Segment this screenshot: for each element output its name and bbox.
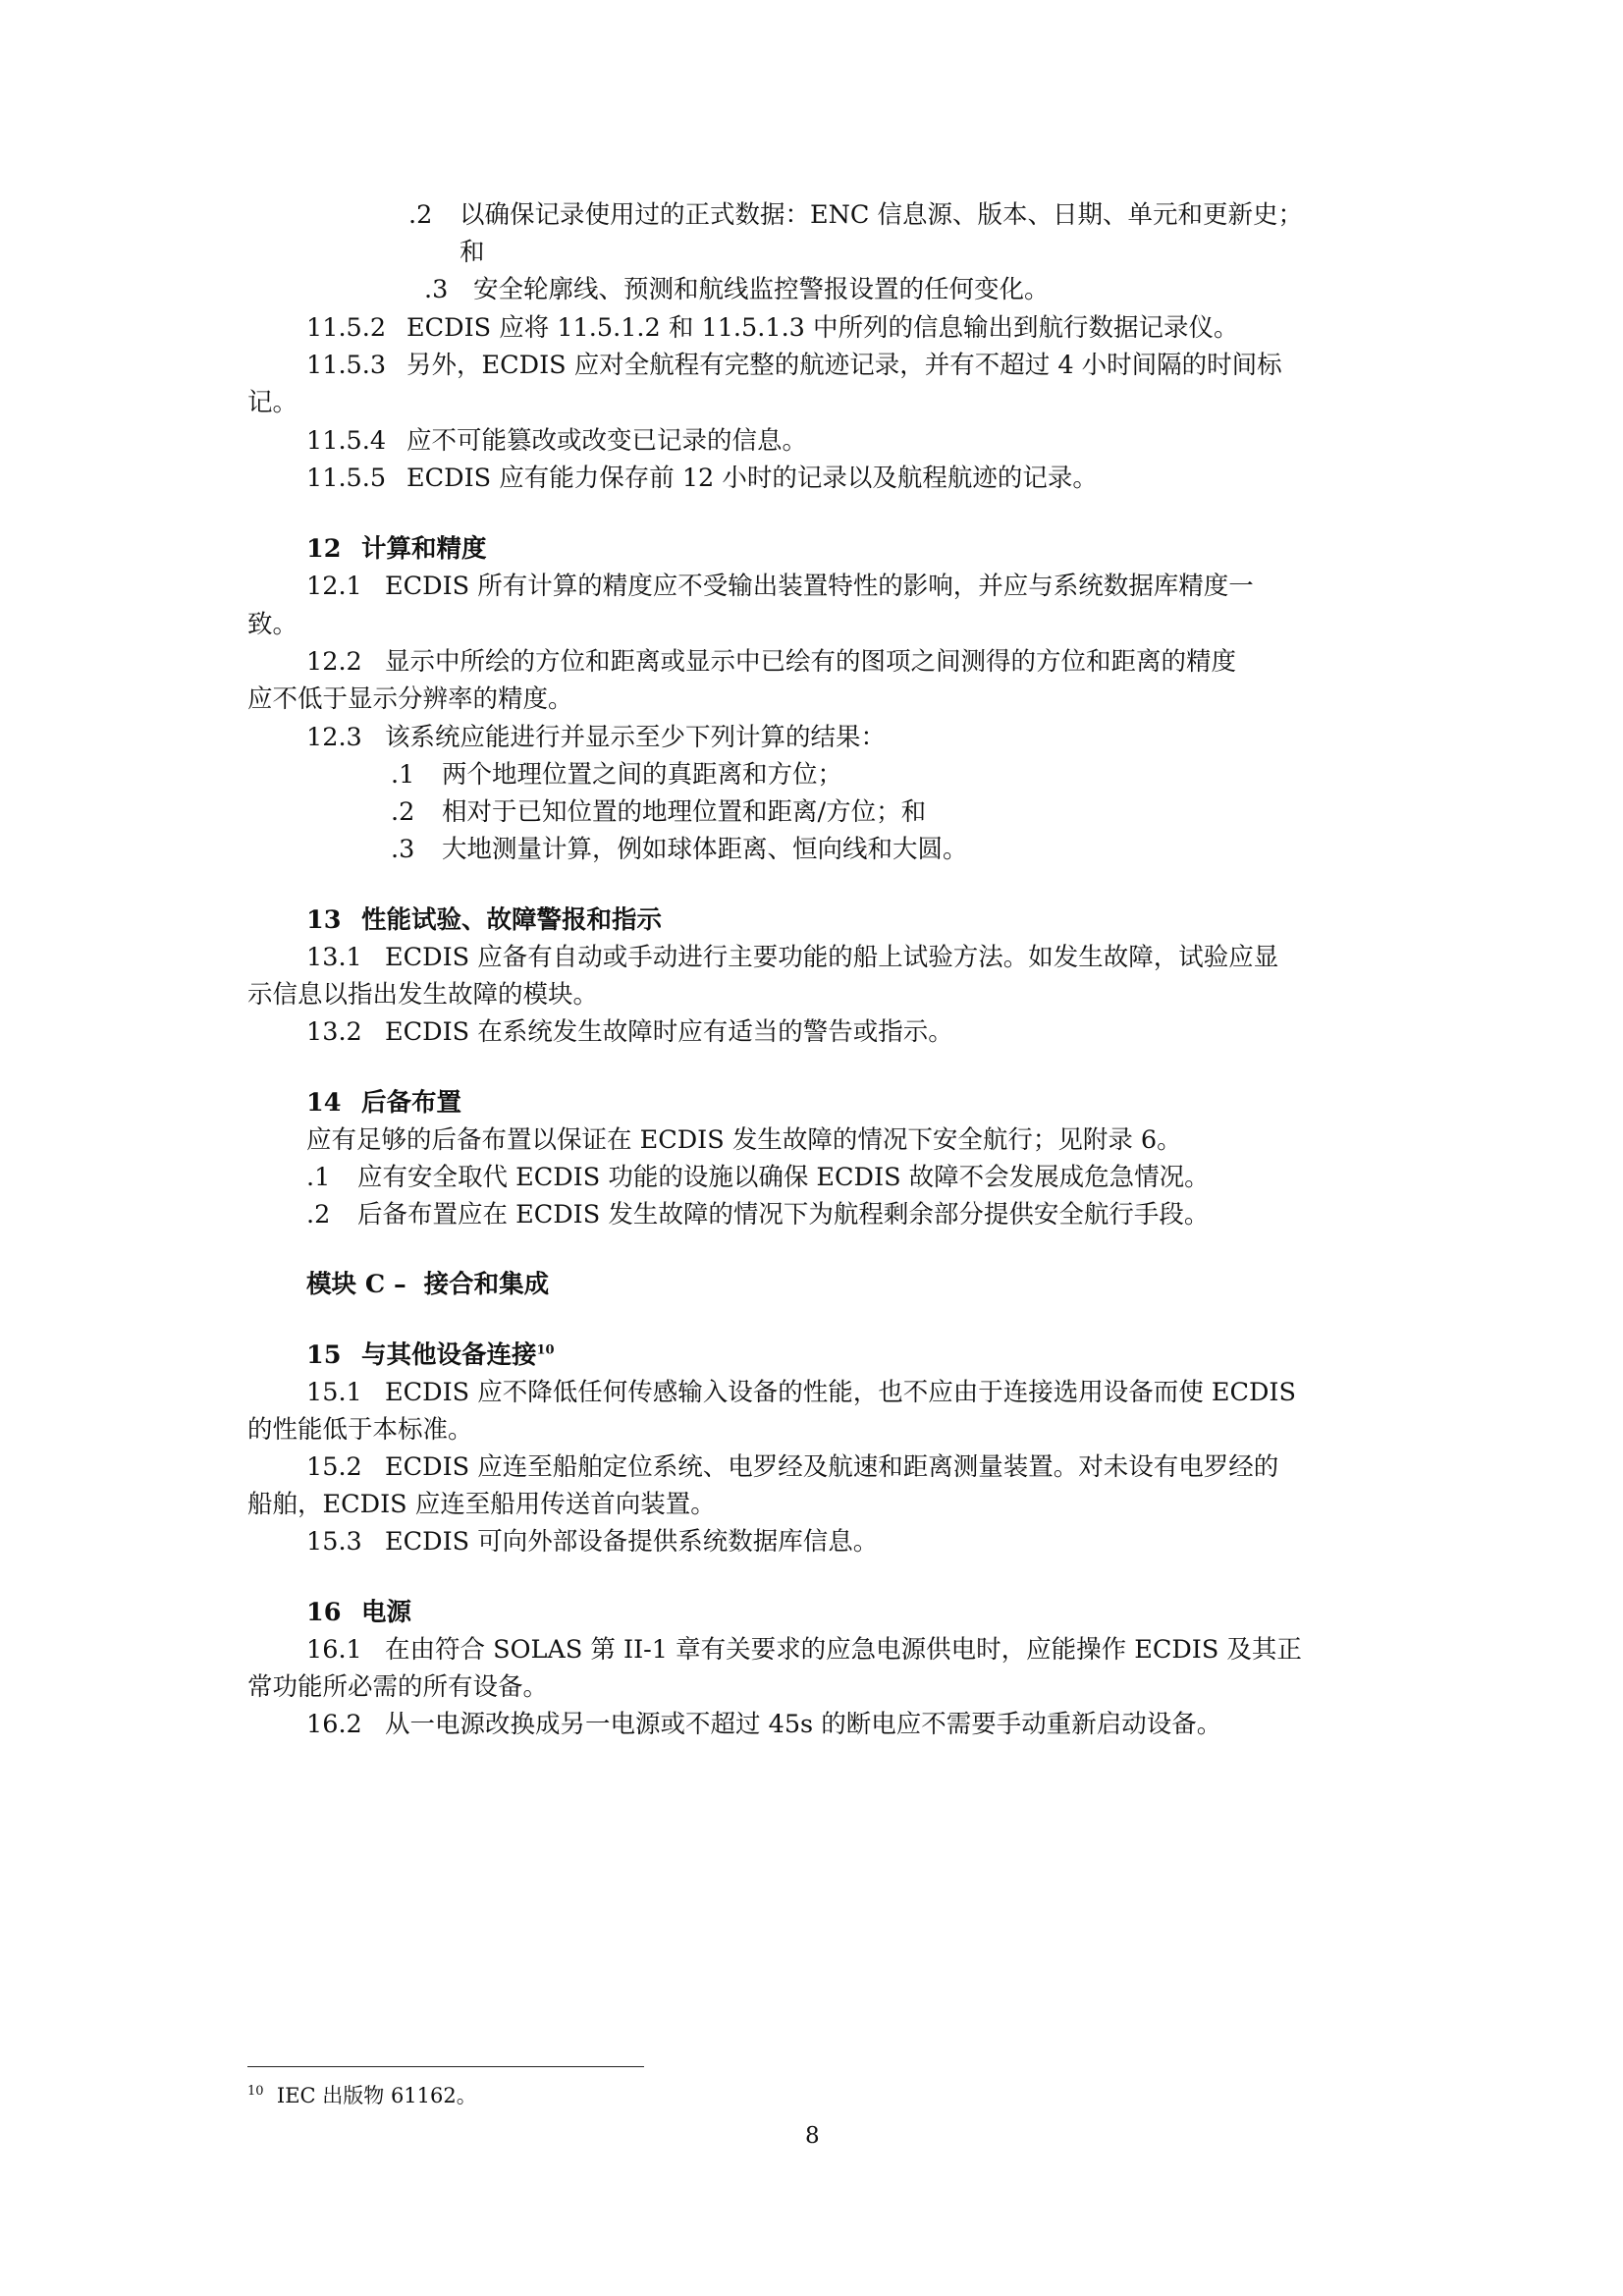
list-item [391, 797, 927, 827]
paragraph-text: ECDIS 应不降低任何传感输入设备的性能，也不应由于连接选用设备而使 ECDIS [385, 1378, 1296, 1407]
paragraph-number: 16.1 [306, 1635, 362, 1665]
footnote-divider [247, 2066, 644, 2067]
paragraph-number: 12.2 [306, 647, 362, 677]
paragraph-text: ECDIS 可向外部设备提供系统数据库信息。 [385, 1527, 879, 1557]
paragraph-number: 13.1 [306, 943, 362, 972]
paragraph-text: 应不可能篡改或改变已记录的信息。 [406, 426, 808, 456]
paragraph [306, 1452, 1279, 1482]
heading-text: 电源 [361, 1598, 412, 1627]
heading-text: 计算和精度 [361, 534, 487, 564]
module-title-b: 接合和集成 [423, 1270, 550, 1299]
item-text: 相对于已知位置的地理位置和距离/方位；和 [442, 797, 927, 827]
section-heading [306, 1088, 462, 1118]
paragraph-number: 16.2 [306, 1710, 362, 1739]
item-number: .2 [408, 200, 433, 230]
paragraph [306, 943, 1279, 972]
item-text: 两个地理位置之间的真距离和方位； [442, 760, 843, 790]
item-number: .3 [391, 835, 415, 864]
paragraph-number: 11.5.5 [306, 464, 387, 493]
paragraph-text: 该系统应能进行并显示至少下列计算的结果： [385, 723, 887, 752]
section-heading [306, 1340, 555, 1370]
heading-text: 后备布置 [361, 1088, 462, 1118]
paragraph-continuation: 应不低于显示分辨率的精度。 [247, 684, 573, 714]
heading-number: 16 [306, 1598, 342, 1627]
heading-number: 14 [306, 1088, 342, 1118]
footnote-text: IEC 出版物 61162。 [276, 2084, 477, 2107]
list-item [391, 760, 843, 790]
list-item [408, 200, 1304, 230]
paragraph-continuation: 记。 [247, 388, 298, 417]
paragraph-number: 11.5.4 [306, 426, 387, 456]
paragraph-continuation: 常功能所必需的所有设备。 [247, 1672, 549, 1702]
paragraph-text: 应有足够的后备布置以保证在 ECDIS 发生故障的情况下安全航行；见附录 6。 [306, 1125, 1182, 1155]
paragraph-text: 显示中所绘的方位和距离或显示中已绘有的图项之间测得的方位和距离的精度 [385, 647, 1237, 677]
heading-number: 12 [306, 534, 342, 564]
paragraph-text: ECDIS 应有能力保存前 12 小时的记录以及航程航迹的记录。 [406, 464, 1098, 493]
paragraph [306, 574, 1254, 600]
paragraph [306, 1527, 879, 1557]
list-item [391, 835, 968, 864]
paragraph [306, 723, 887, 752]
paragraph [306, 1017, 953, 1047]
paragraph-continuation: 的性能低于本标准。 [247, 1415, 473, 1445]
item-text-continuation: 和 [460, 238, 485, 267]
heading-number: 15 [306, 1340, 342, 1370]
item-number: .3 [424, 275, 449, 304]
paragraph [306, 313, 1239, 343]
paragraph-text: ECDIS 所有计算的精度应不受输出装置特性的影响，并应与系统数据库精度一 [385, 572, 1254, 601]
section-heading [306, 534, 487, 564]
paragraph-number: 12.3 [306, 723, 362, 752]
list-item [424, 275, 1050, 304]
footnote [247, 2086, 477, 2106]
paragraph-number: 13.2 [306, 1017, 362, 1047]
section-heading [306, 1598, 412, 1627]
paragraph [306, 647, 1237, 677]
paragraph-number: 11.5.3 [306, 351, 387, 380]
page-number: 8 [805, 2123, 820, 2149]
paragraph [306, 1635, 1302, 1665]
paragraph-continuation: 示信息以指出发生故障的模块。 [247, 980, 599, 1010]
paragraph [306, 1378, 1296, 1407]
paragraph [306, 466, 1098, 492]
list-item [306, 1163, 1210, 1192]
paragraph-number: 11.5.2 [306, 313, 387, 343]
paragraph-continuation: 致。 [247, 610, 298, 639]
item-text: 以确保记录使用过的正式数据：ENC 信息源、版本、日期、单元和更新史； [460, 200, 1304, 230]
paragraph [306, 351, 1282, 380]
heading-number: 13 [306, 905, 342, 935]
item-text: 应有安全取代 ECDIS 功能的设施以确保 ECDIS 故障不会发展成危急情况。 [357, 1163, 1210, 1192]
paragraph-text: 另外，ECDIS 应对全航程有完整的航迹记录，并有不超过 4 小时间隔的时间标 [406, 351, 1282, 380]
item-text: 大地测量计算，例如球体距离、恒向线和大圆。 [442, 835, 968, 864]
paragraph-number: 15.2 [306, 1452, 362, 1482]
module-title-a: 模块 C – [306, 1270, 406, 1299]
section-heading [306, 905, 663, 935]
item-text: 后备布置应在 ECDIS 发生故障的情况下为航程剩余部分提供安全航行手段。 [357, 1200, 1210, 1230]
item-number: .2 [306, 1200, 331, 1230]
paragraph [306, 1710, 1222, 1739]
paragraph-text: ECDIS 在系统发生故障时应有适当的警告或指示。 [385, 1017, 953, 1047]
paragraph-number: 15.3 [306, 1527, 362, 1557]
item-number: .1 [391, 760, 415, 790]
paragraph-number: 15.1 [306, 1378, 362, 1407]
paragraph-text: 在由符合 SOLAS 第 II-1 章有关要求的应急电源供电时，应能操作 ECDIS 及其正 [385, 1635, 1302, 1665]
item-number: .1 [306, 1163, 331, 1192]
list-item [306, 1200, 1210, 1230]
item-text: 安全轮廓线、预测和航线监控警报设置的任何变化。 [473, 275, 1050, 304]
heading-text: 性能试验、故障警报和指示 [361, 905, 663, 935]
heading-text: 与其他设备连接 [361, 1340, 537, 1370]
footnote-reference[interactable]: 10 [536, 1342, 555, 1358]
paragraph-text: 从一电源改换成另一电源或不超过 45s 的断电应不需要手动重新启动设备。 [385, 1710, 1222, 1739]
paragraph-continuation: 船舶，ECDIS 应连至船用传送首向装置。 [247, 1490, 716, 1519]
paragraph-number: 12.1 [306, 572, 362, 601]
footnote-mark: 10 [247, 2084, 264, 2099]
paragraph-text: ECDIS 应将 11.5.1.2 和 11.5.1.3 中所列的信息输出到航行数据记录仪。 [406, 313, 1239, 343]
module-heading [306, 1270, 550, 1299]
paragraph [306, 426, 808, 456]
paragraph-text: ECDIS 应备有自动或手动进行主要功能的船上试验方法。如发生故障，试验应显 [385, 943, 1279, 972]
item-number: .2 [391, 797, 415, 827]
paragraph-text: ECDIS 应连至船舶定位系统、电罗经及航速和距离测量装置。对未设有电罗经的 [385, 1452, 1279, 1482]
